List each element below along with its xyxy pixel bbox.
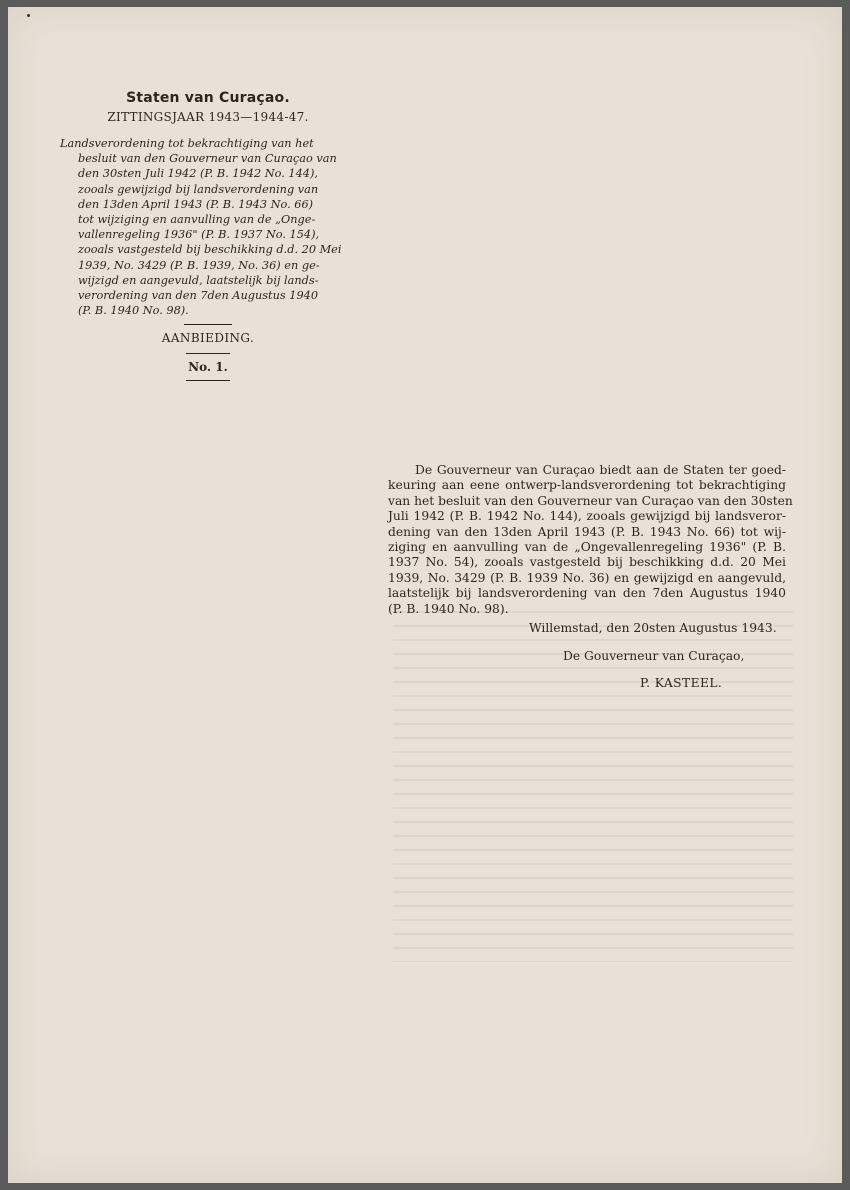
- description-line: besluit van den Gouverneur van Curaçao van: [78, 152, 337, 166]
- body-line: laatstelijk bij landsverordening van den 7den Augustus 1940: [388, 586, 786, 601]
- description-line: verordening van den 7den Augustus 1940: [78, 289, 319, 303]
- description-line: zooals vastgesteld bij beschikking d.d. 20 Mei: [78, 243, 342, 257]
- divider: [186, 380, 230, 381]
- body-line: van het besluit van den Gouverneur van Curaçao van den 30sten: [388, 493, 793, 508]
- description-line: 1939, No. 3429 (P. B. 1939, No. 36) en ge-: [78, 258, 320, 272]
- body-line: ziging en aanvulling van de „Ongevallenregeling 1936" (P. B.: [388, 540, 786, 555]
- section-heading: AANBIEDING.: [161, 331, 255, 346]
- body-line: 1939, No. 3429 (P. B. 1939 No. 36) en gewijzigd en aangevuld,: [388, 570, 786, 585]
- body-line: Juli 1942 (P. B. 1942 No. 144), zooals gewijzigd bij landsveror-: [388, 509, 786, 524]
- description-line: zooals gewijzigd bij landsverordening van: [78, 182, 319, 196]
- body-line: 1937 No. 54), zooals vastgesteld bij beschikking d.d. 20 Mei: [388, 555, 786, 570]
- description-line: wijzigd en aangevuld, laatstelijk bij lands-: [78, 273, 319, 287]
- body-line: keuring aan eene ontwerp-landsverordening tot bekrachtiging: [388, 478, 786, 493]
- description-line: vallenregeling 1936" (P. B. 1937 No. 154),: [78, 228, 320, 242]
- divider: [184, 324, 232, 325]
- description-line: den 30sten Juli 1942 (P. B. 1942 No. 144),: [78, 167, 318, 181]
- assembly-title: Staten van Curaçao.: [126, 90, 290, 106]
- description-line: Landsverordening tot bekrachtiging van het: [60, 137, 314, 150]
- body-line: (P. B. 1940 No. 98).: [388, 601, 509, 616]
- place-date: Willemstad, den 20sten Augustus 1943.: [529, 621, 777, 635]
- ordinance-description: [60, 136, 356, 318]
- body-line: dening van den 13den April 1943 (P. B. 1943 No. 66) tot wij-: [388, 524, 786, 539]
- body-line: De Gouverneur van Curaçao biedt aan de Staten ter goed-: [415, 463, 786, 477]
- session-year: ZITTINGSJAAR 1943—1944-47.: [107, 110, 309, 124]
- presentation-text: [388, 463, 793, 617]
- description-line: tot wijziging en aanvulling van de „Onge-: [78, 213, 316, 227]
- page-mark: [27, 14, 30, 17]
- body-paragraph: [388, 463, 793, 617]
- signatory-title: De Gouverneur van Curaçao,: [563, 649, 745, 663]
- description-line: (P. B. 1940 No. 98).: [78, 304, 189, 318]
- document-number: No. 1.: [188, 360, 228, 375]
- description-line: den 13den April 1943 (P. B. 1943 No. 66): [78, 197, 314, 211]
- signatory-name: P. KASTEEL.: [640, 676, 723, 690]
- title-block: [60, 90, 356, 381]
- divider: [186, 353, 230, 354]
